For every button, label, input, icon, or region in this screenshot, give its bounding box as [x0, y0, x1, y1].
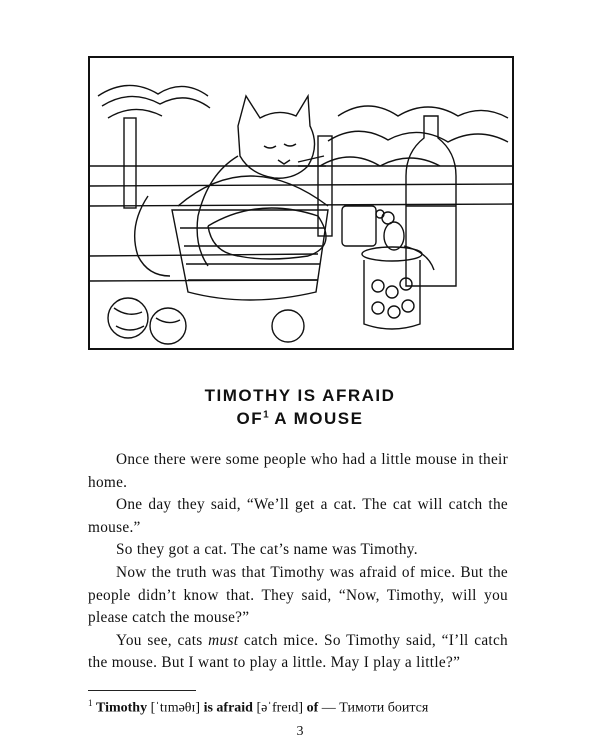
story-illustration	[88, 56, 514, 350]
emphasis-must: must	[208, 631, 239, 649]
footnote-translation: — Тимоти боится	[318, 700, 429, 716]
footnote-pronunciation-timothy: [ˈtɪməθɪ]	[147, 700, 204, 716]
page-number: 3	[296, 724, 304, 739]
paragraph-2: One day they said, “We’ll get a cat. The cat will catch the mouse.”	[88, 496, 508, 536]
footnote-marker: 1	[88, 698, 93, 708]
title-word-mouse: A MOUSE	[268, 409, 364, 428]
footnote-divider	[88, 690, 196, 691]
paragraph-5-end: catch mice. So Timothy said, “I’ll catch the mouse. But I want to play a little. May I play a little?”	[88, 631, 508, 672]
footnote	[88, 698, 518, 717]
cat-basket-mouse-drawing	[88, 56, 514, 350]
story-body	[88, 449, 508, 675]
footnote-term-of: of	[306, 700, 319, 716]
story-title-line-2	[0, 409, 600, 429]
story-title-line-1: TIMOTHY IS AFRAID	[204, 386, 396, 405]
footnote-reference-1: 1	[263, 409, 269, 421]
paragraph-1: Once there were some people who had a little mouse in their home.	[88, 451, 508, 491]
title-word-of: OF	[236, 409, 264, 428]
paragraph-5	[88, 630, 508, 675]
footnote-term-is-afraid: is afraid	[203, 700, 253, 716]
paragraph-3: So they got a cat. The cat’s name was Timothy.	[116, 541, 418, 559]
paragraph-4: Now the truth was that Timothy was afraid of mice. But the people didn’t know that. They said, “Now, Timothy, will you please catch the mouse?”	[88, 563, 508, 627]
footnote-pronunciation-afraid: [əˈfreɪd]	[252, 700, 307, 716]
paragraph-5-start: You see, cats	[116, 631, 209, 649]
footnote-term-timothy: Timothy	[96, 700, 148, 716]
